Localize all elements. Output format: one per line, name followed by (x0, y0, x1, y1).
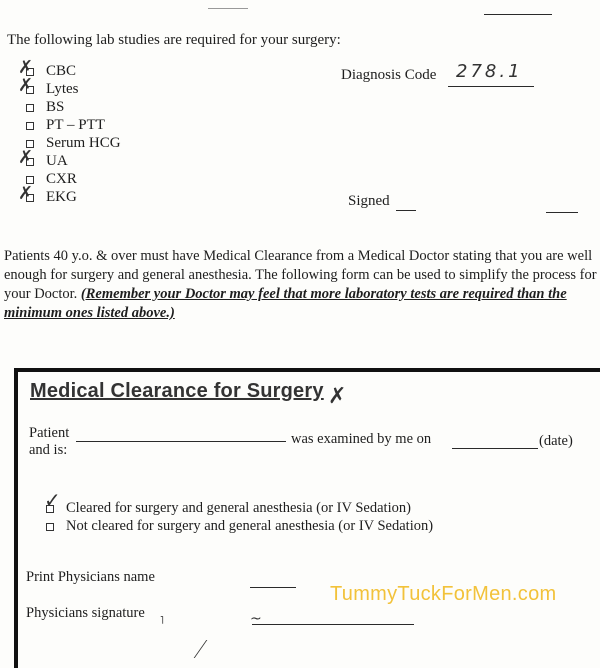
lab-checkbox[interactable] (26, 104, 34, 112)
lab-label: CXR (46, 171, 77, 187)
signed-line[interactable] (396, 210, 416, 211)
top-mark-left (208, 8, 248, 9)
exam-date-line[interactable] (452, 448, 538, 449)
signed-label: Signed (348, 193, 390, 209)
lab-item (26, 99, 64, 116)
lab-item (26, 171, 77, 188)
check-mark-icon: ✓ (44, 488, 61, 512)
clearance-option-label: Cleared for surgery and general anesthesia (or IV Sedation) (66, 500, 411, 516)
lab-label: UA (46, 153, 68, 169)
clearance-note (4, 247, 600, 323)
patient-name-line[interactable] (76, 441, 286, 442)
patient-label: Patient (29, 425, 70, 441)
signature-line[interactable] (252, 624, 414, 625)
lab-label: PT – PTT (46, 117, 105, 133)
lab-intro: The following lab studies are required for your surgery: (7, 32, 341, 48)
lab-checkbox[interactable] (26, 122, 34, 130)
lab-item (18, 183, 77, 206)
lab-item (18, 75, 79, 98)
form-title: Medical Clearance for Surgery (30, 380, 324, 402)
signed-line-right (546, 212, 578, 213)
diagnosis-value[interactable]: 278.1 (456, 61, 523, 82)
date-label: (date) (539, 433, 573, 449)
lab-label: Serum HCG (46, 135, 121, 151)
lab-label: Lytes (46, 81, 79, 97)
check-mark-icon: ✗ (18, 183, 34, 204)
diagnosis-label: Diagnosis Code (341, 67, 437, 83)
clearance-option-label: Not cleared for surgery and general anesthesia (or IV Sedation) (66, 518, 434, 534)
examined-text: was examined by me on (291, 431, 432, 447)
lab-item (26, 135, 121, 152)
check-mark-icon: ✗ (18, 147, 34, 168)
clearance-checkbox[interactable] (46, 523, 54, 531)
top-mark-right (484, 14, 552, 15)
lab-item (26, 117, 105, 134)
clearance-option (44, 488, 411, 517)
and-is-label: and is: (29, 442, 68, 458)
lab-item (18, 147, 68, 170)
signature-scribble: ~ (250, 611, 262, 627)
print-name-line[interactable] (250, 587, 296, 588)
check-mark-icon: ✗ (18, 75, 34, 96)
lab-label: CBC (46, 63, 77, 79)
lab-item (18, 57, 77, 80)
clearance-note-emphasis: (Remember your Doctor may feel that more laboratory tests are required than the minimum ones listed above.) (4, 286, 567, 321)
clearance-option (46, 518, 433, 535)
print-name-label: Print Physicians name (26, 569, 155, 585)
lab-label: BS (46, 99, 65, 115)
check-mark-icon: ✗ (18, 57, 34, 78)
watermark: TummyTuckForMen.com (330, 583, 557, 605)
signature-stroke: ˥ (160, 616, 164, 627)
diagnosis-line (448, 86, 534, 87)
clearance-note-text: Patients 40 y.o. & over must have Medical Clearance from a Medical Doctor stating that you are well enough for surgery and general anesthesia. The following form can be used to simplify the process for your Doctor. (4, 248, 597, 302)
title-check-mark: ✗ (328, 384, 347, 409)
signature-label: Physicians signature (26, 605, 145, 621)
lab-label: EKG (46, 189, 77, 205)
